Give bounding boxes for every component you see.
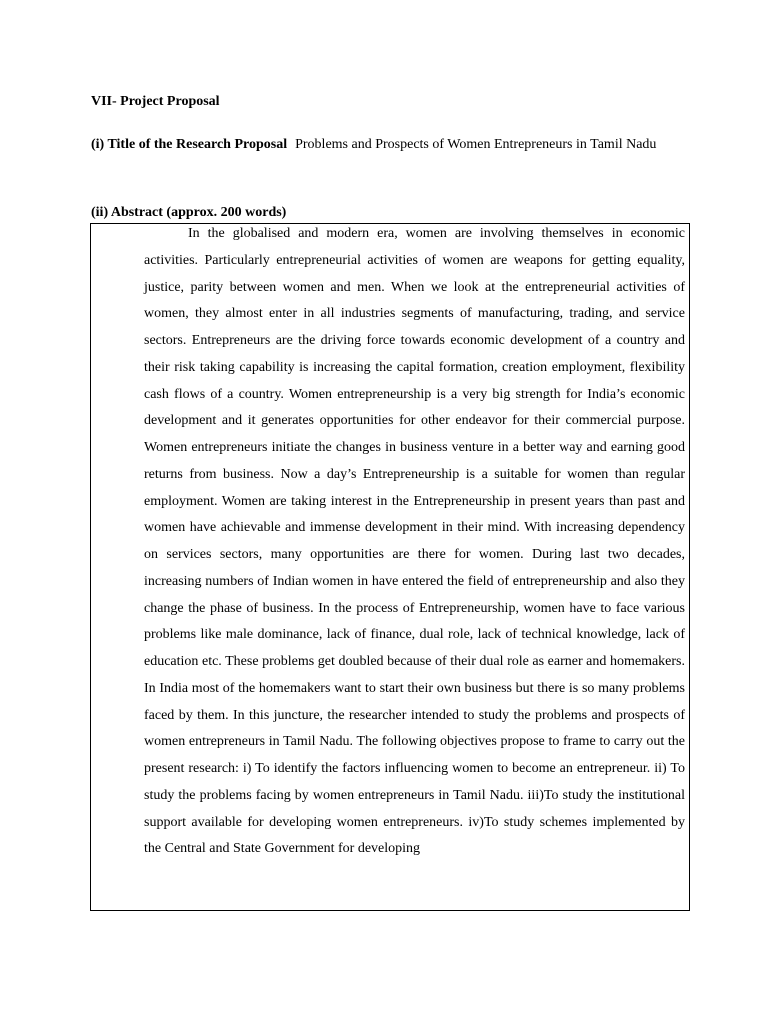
research-title-block: [91, 132, 691, 158]
research-title-value: Problems and Prospects of Women Entrepreneurs in Tamil Nadu: [295, 137, 657, 152]
research-title-label: (i) Title of the Research Proposal: [91, 137, 288, 152]
abstract-text: In the globalised and modern era, women are involving themselves in economic activities. Particularly entrepreneurial activities of women are weapons for getting equality, justice, parity between women and men. When we look at the entrepreneurial activities of women, they almost enter in all industries segments of manufacturing, trading, and service sectors. Entrepreneurs are the driving force towards economic development of a country and their risk taking capability is increasing the capital formation, creation employment, flexibility cash flows of a country. Women entrepreneurship is a very big strength for India’s economic development and it generates opportunities for other endeavor for their commercial purpose. Women entrepreneurs initiate the changes in business venture in a better way and earning good returns from business. Now a day’s Entrepreneurship is a suitable for women than regular employment. Women are taking interest in the Entrepreneurship in present years than past and women have achievable and immense development in their mind. With increasing dependency on services sectors, many opportunities are there for women. During last two decades, increasing numbers of Indian women in have entered the field of entrepreneurship and also they change the phase of business. In the process of Entrepreneurship, women have to face various problems like male dominance, lack of finance, dual role, lack of technical knowledge, lack of education etc. These problems get doubled because of their dual role as earner and homemakers. In India most of the homemakers want to start their own business but there is so many problems faced by them. In this juncture, the researcher intended to study the problems and prospects of women entrepreneurs in Tamil Nadu. The following objectives propose to frame to carry out the present research: i) To identify the factors influencing women to become an entrepreneur. ii) To study the problems facing by women entrepreneurs in Tamil Nadu. iii)To study the institutional support available for developing women entrepreneurs. iv)To study schemes implemented by the Central and State Government for developing: [144, 226, 685, 857]
abstract-heading: (ii) Abstract (approx. 200 words): [91, 205, 287, 220]
abstract-box: [90, 223, 690, 911]
section-heading: VII- Project Proposal: [91, 94, 220, 109]
